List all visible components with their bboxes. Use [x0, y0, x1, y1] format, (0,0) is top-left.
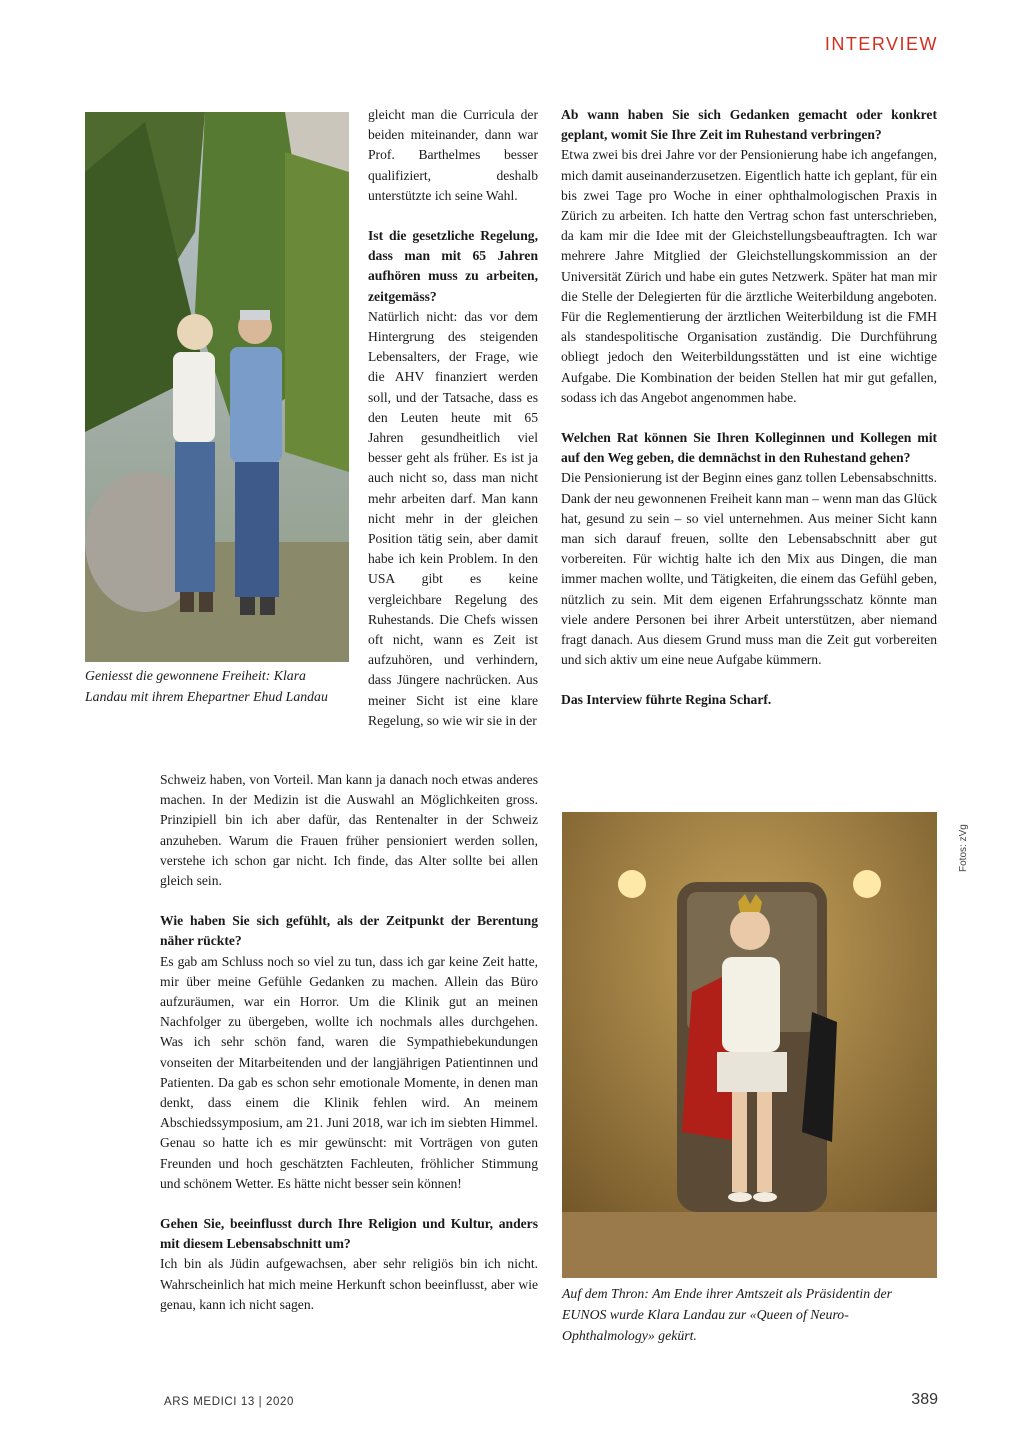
- hikers-caption: Geniesst die gewonnene Freiheit: Klara Landau mit ihrem Ehepartner Ehud Landau: [85, 668, 328, 704]
- paragraph: gleicht man die Curricula der beiden miteinander, dann war Prof. Barthelmes besser qualifiziert, deshalb unterstützte ich seine Wahl.: [368, 107, 538, 203]
- signoff: Das Interview führte Regina Scharf.: [561, 692, 772, 708]
- photo-credit: Fotos: zVg: [958, 824, 969, 872]
- question-heading: Wie haben Sie sich gefühlt, als der Zeitpunkt der Berentung näher rückte?: [160, 913, 538, 949]
- section-label: INTERVIEW: [824, 34, 938, 54]
- paragraph: Schweiz haben, von Vorteil. Man kann ja danach noch etwas anderes machen. In der Medizin ist die Auswahl an Möglichkeiten gross. Prinzipiell bin ich aber dafür, das Rentenalter in der Schweiz anzuheben. Warum die Frauen früher pensioniert werden sollen, verstehe ich schon gar nicht. Ich finde, das Alter sollte bei allen gleich sein.: [160, 772, 538, 889]
- question-heading: Welchen Rat können Sie Ihren Kolleginnen und Kollegen mit auf den Weg geben, die demnächst in den Ruhestand gehen?: [561, 430, 937, 466]
- paragraph: Es gab am Schluss noch so viel zu tun, dass ich gar keine Zeit hatte, mir über meine Gefühle Gedanken zu machen. Allein das Büro aufzuräumen, war ein Horror. Um die Klinik gut an meinen Nachfolger zu übergeben, wollte ich nochmals alles durchgehen. Was ich sehr schön fand, waren die Sympathiebekundungen vonseiten der Mitarbeitenden und der langjährigen Patientinnen und Patienten. Da gab es schon sehr emotionale Momente, in denen man denkt, dass einem die Klinik fehlen wird. An meinem Abschiedssymposium, am 21. Juni 2018, war ich im siebten Himmel. Genau so hatte ich es mir gewünscht: mit Vorträgen von guten Freunden und hoch geschätzten Fachleuten, fröhlicher Stimmung und schönem Wetter. Es hätte nicht besser sein können!: [160, 953, 538, 1191]
- paragraph: Die Pensionierung ist der Beginn eines ganz tollen Lebensabschnitts. Dank der neu gewonnenen Freiheit kann man – wenn man das Glück hat, gesund zu sein – so viel unternehmen. Aus meiner Sicht kann man sich darauf freuen, sollte den Lebensabschnitt aber gut vorbereiten. Für wichtig halte ich den Mix aus Dingen, die man immer machen wollte, und Tätigkeiten, die einem das Gefühl geben, nützlich zu sein. Mit dem eigenen Erfahrungsschatz könnte man viele andere Personen bei ihrer Arbeit unterstützen, aber niemand fragt danach. Aus diesem Grund muss man die Zeit gut vorbereiten und sich aktiv um eine neue Aufgabe kümmern.: [561, 470, 937, 668]
- throne-caption: Auf dem Thron: Am Ende ihrer Amtszeit als Präsidentin der EUNOS wurde Klara Landau zur «Queen of Neuro-Ophthalmology» gekürt.: [562, 1286, 892, 1343]
- journal-footer: ARS MEDICI 13 | 2020: [164, 1396, 295, 1408]
- throne-photo: [562, 812, 937, 1278]
- page-number: 389: [911, 1391, 938, 1408]
- left-column: [160, 770, 538, 1315]
- paragraph: Etwa zwei bis drei Jahre vor der Pensionierung habe ich angefangen, mich damit auseinanderzusetzen. Eigentlich hatte ich geplant, für ein bis zwei Tage pro Woche in einer ophthalmologischen Praxis in Zürich zu arbeiten. Ich hatte den Vertrag schon fast unterschrieben, da kam mir die Idee mit der Gleichstellungsbeauftragten. Ich war mehrere Jahre Mitglied der Gleichstellungskommission an der Universität Zürich und habe ein gutes Netzwerk. Später hat man mir die Stelle der Delegierten für die ärztliche Weiterbildung angeboten. Für die Reglementierung der ärztlichen Weiterbildung ist die FMH als standespolitische Organisation zuständig. Die Durchführung obliegt jedoch den Weiterbildungsstätten und ist eine wichtige Aufgabe. Die Kombination der beiden Stellen hat mir gut gefallen, sodass ich das Angebot angenommen habe.: [561, 147, 937, 405]
- hikers-photo: [85, 112, 349, 662]
- right-column: [561, 105, 937, 711]
- narrow-column: [368, 105, 538, 731]
- paragraph: Natürlich nicht: das vor dem Hintergrung des steigenden Lebensalters, der Frage, wie die AHV finanziert werden soll, und der Tatsache, dass es den Leuten heute mit 65 Jahren gesundheitlich viel besser geht als früher. Es ist ja auch nicht so, dass man nicht mehr arbeiten darf. Man kann nicht mehr in der gleichen Position tätig sein, aber damit habe ich kein Problem. In den USA gibt es keine vergleichbare Regelung des Ruhestands. Die Chefs wissen oft nicht, wann es Zeit ist aufzuhören, und verhindern, dass Jüngere nachrücken. Aus meiner Sicht ist eine klare Regelung, so wie wir sie in der: [368, 308, 538, 728]
- question-heading: Ab wann haben Sie sich Gedanken gemacht oder konkret geplant, womit Sie Ihre Zeit im Ruhestand verbringen?: [561, 107, 937, 143]
- question-heading: Ist die gesetzliche Regelung, dass man mit 65 Jahren aufhören muss zu arbeiten, zeitgemäss?: [368, 228, 538, 304]
- paragraph: Ich bin als Jüdin aufgewachsen, aber sehr religiös bin ich nicht. Wahrscheinlich hat mich meine Herkunft schon beeinflusst, aber wie genau, kann ich nicht sagen.: [160, 1256, 538, 1312]
- question-heading: Gehen Sie, beeinflusst durch Ihre Religion und Kultur, anders mit diesem Lebensabschnitt um?: [160, 1216, 538, 1252]
